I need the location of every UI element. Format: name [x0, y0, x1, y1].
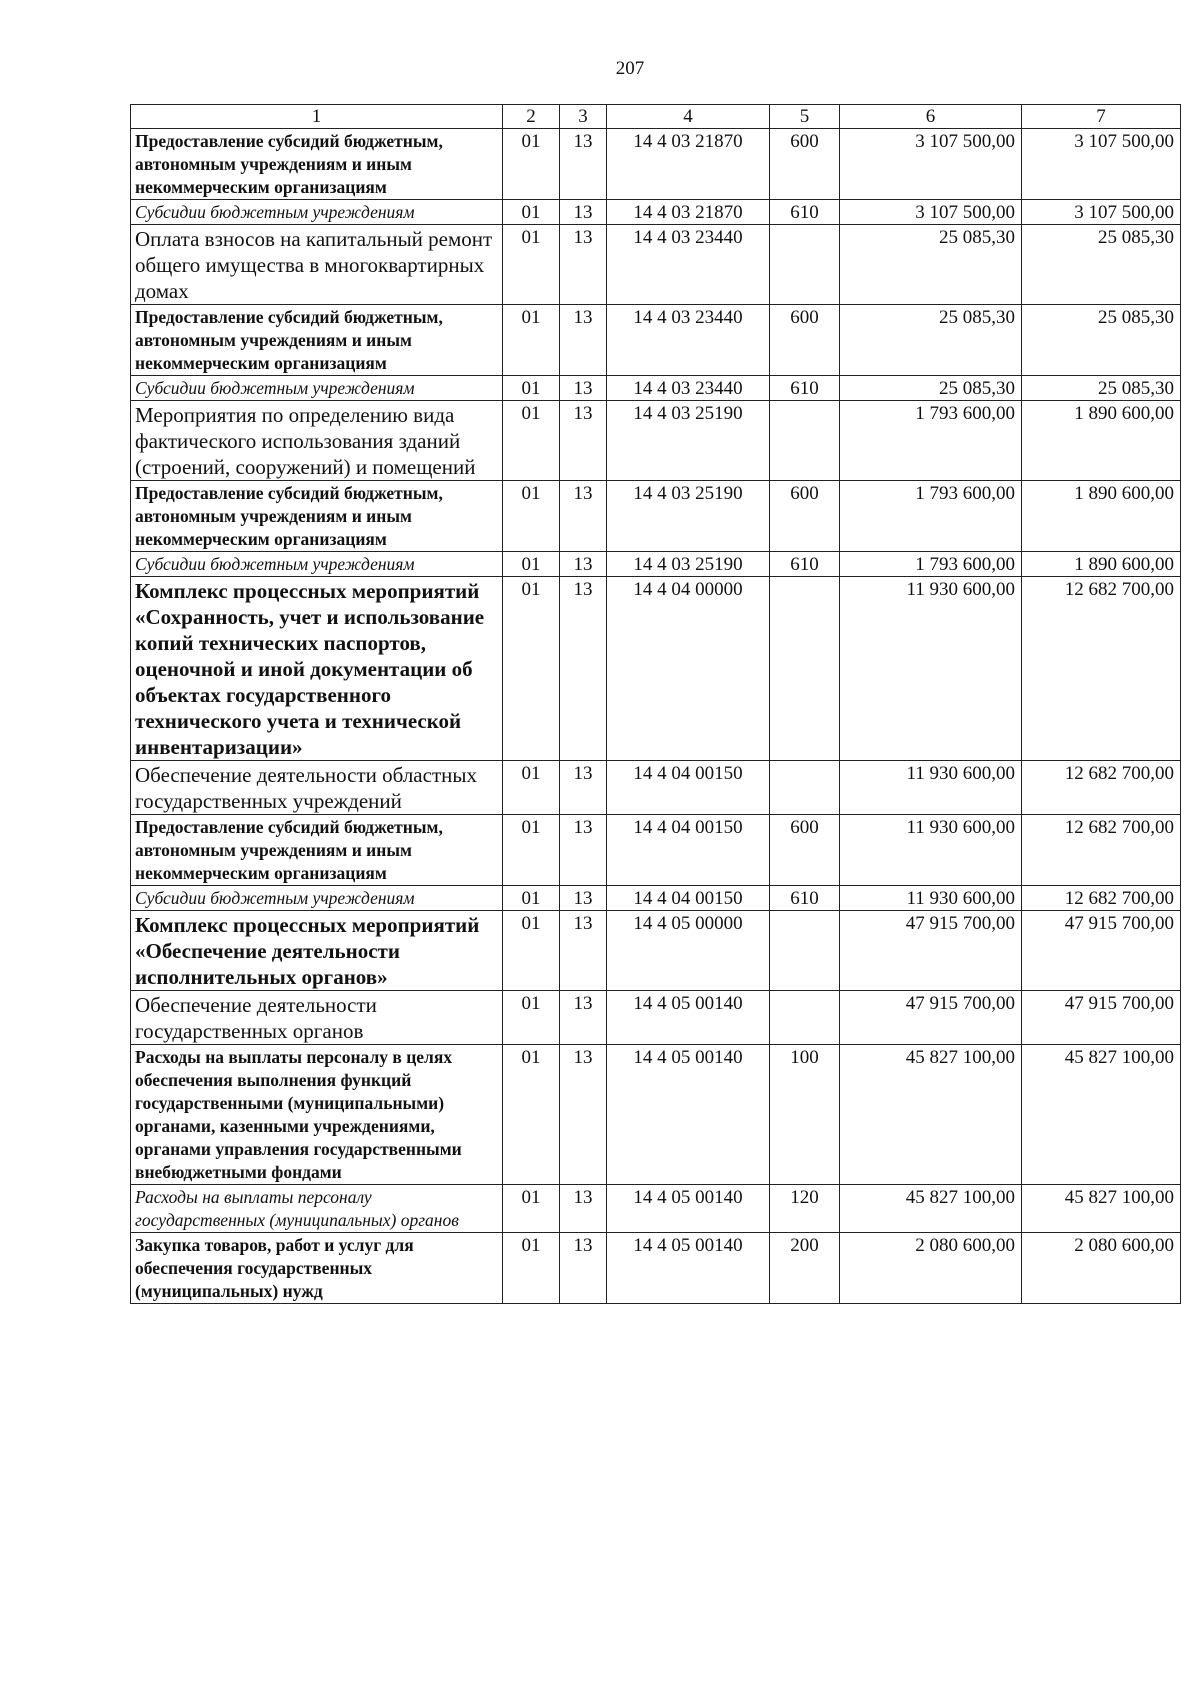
expense-type-cell [770, 911, 840, 991]
subsection-code-cell: 13 [560, 401, 607, 481]
item-name-cell: Предоставление субсидий бюджетным, автономным учреждениям и иным некоммерческим организациям [131, 305, 503, 376]
target-article-cell: 14 4 05 00140 [607, 1045, 770, 1185]
expense-type-cell: 610 [770, 200, 840, 225]
amount-year-1-cell: 45 827 100,00 [840, 1185, 1022, 1233]
amount-year-2-cell: 2 080 600,00 [1022, 1233, 1181, 1304]
expense-type-cell: 600 [770, 815, 840, 886]
item-name-cell: Обеспечение деятельности государственных органов [131, 991, 503, 1045]
section-code-cell: 01 [503, 815, 560, 886]
section-code-cell: 01 [503, 401, 560, 481]
amount-year-1-cell: 3 107 500,00 [840, 200, 1022, 225]
expense-type-cell: 610 [770, 886, 840, 911]
amount-year-2-cell: 25 085,30 [1022, 225, 1181, 305]
expense-type-cell [770, 577, 840, 761]
amount-year-2-cell: 3 107 500,00 [1022, 129, 1181, 200]
target-article-cell: 14 4 03 21870 [607, 200, 770, 225]
subsection-code-cell: 13 [560, 911, 607, 991]
subsection-code-cell: 13 [560, 225, 607, 305]
table-row [131, 761, 1181, 815]
target-article-cell: 14 4 03 21870 [607, 129, 770, 200]
section-code-cell: 01 [503, 886, 560, 911]
amount-year-2-cell: 1 890 600,00 [1022, 552, 1181, 577]
table-row [131, 1045, 1181, 1185]
section-code-cell: 01 [503, 1045, 560, 1185]
target-article-cell: 14 4 05 00140 [607, 1233, 770, 1304]
expense-type-cell: 600 [770, 305, 840, 376]
section-code-cell: 01 [503, 577, 560, 761]
amount-year-1-cell: 45 827 100,00 [840, 1045, 1022, 1185]
expense-type-cell: 600 [770, 129, 840, 200]
subsection-code-cell: 13 [560, 1233, 607, 1304]
item-name-cell: Субсидии бюджетным учреждениям [131, 552, 503, 577]
amount-year-1-cell: 1 793 600,00 [840, 401, 1022, 481]
section-code-cell: 01 [503, 911, 560, 991]
target-article-cell: 14 4 03 25190 [607, 552, 770, 577]
table-row [131, 815, 1181, 886]
target-article-cell: 14 4 03 23440 [607, 225, 770, 305]
target-article-cell: 14 4 03 23440 [607, 305, 770, 376]
section-code-cell: 01 [503, 761, 560, 815]
table-row [131, 305, 1181, 376]
amount-year-1-cell: 25 085,30 [840, 376, 1022, 401]
target-article-cell: 14 4 05 00140 [607, 1185, 770, 1233]
subsection-code-cell: 13 [560, 552, 607, 577]
amount-year-1-cell: 1 793 600,00 [840, 552, 1022, 577]
table-row [131, 1233, 1181, 1304]
item-name-cell: Обеспечение деятельности областных государственных учреждений [131, 761, 503, 815]
item-name-cell: Расходы на выплаты персоналу в целях обеспечения выполнения функций государственными (муниципальными) органами, казенными учреждениями, органами управления государственными внебюджетными фондами [131, 1045, 503, 1185]
table-row [131, 552, 1181, 577]
section-code-cell: 01 [503, 305, 560, 376]
amount-year-2-cell: 1 890 600,00 [1022, 481, 1181, 552]
table-row [131, 911, 1181, 991]
expense-type-cell: 600 [770, 481, 840, 552]
subsection-code-cell: 13 [560, 129, 607, 200]
item-name-cell: Субсидии бюджетным учреждениям [131, 200, 503, 225]
expense-type-cell: 200 [770, 1233, 840, 1304]
subsection-code-cell: 13 [560, 481, 607, 552]
item-name-cell: Комплекс процессных мероприятий «Сохранность, учет и использование копий технических паспортов, оценочной и иной документации об объектах государственного технического учета и технической инвентаризации» [131, 577, 503, 761]
expense-type-cell: 610 [770, 376, 840, 401]
item-name-cell: Расходы на выплаты персоналу государственных (муниципальных) органов [131, 1185, 503, 1233]
target-article-cell: 14 4 05 00140 [607, 991, 770, 1045]
section-code-cell: 01 [503, 200, 560, 225]
table-row [131, 376, 1181, 401]
expense-type-cell [770, 401, 840, 481]
amount-year-1-cell: 47 915 700,00 [840, 991, 1022, 1045]
subsection-code-cell: 13 [560, 376, 607, 401]
target-article-cell: 14 4 03 25190 [607, 481, 770, 552]
column-header: 3 [560, 105, 607, 129]
subsection-code-cell: 13 [560, 761, 607, 815]
amount-year-2-cell: 12 682 700,00 [1022, 886, 1181, 911]
column-header: 2 [503, 105, 560, 129]
expense-type-cell [770, 225, 840, 305]
amount-year-1-cell: 11 930 600,00 [840, 886, 1022, 911]
table-row [131, 577, 1181, 761]
page-number: 207 [615, 58, 645, 79]
target-article-cell: 14 4 04 00000 [607, 577, 770, 761]
item-name-cell: Субсидии бюджетным учреждениям [131, 376, 503, 401]
expense-type-cell: 610 [770, 552, 840, 577]
table-body [131, 129, 1181, 1304]
amount-year-2-cell: 3 107 500,00 [1022, 200, 1181, 225]
subsection-code-cell: 13 [560, 991, 607, 1045]
item-name-cell: Комплекс процессных мероприятий «Обеспечение деятельности исполнительных органов» [131, 911, 503, 991]
item-name-cell: Мероприятия по определению вида фактического использования зданий (строений, сооружений) и помещений [131, 401, 503, 481]
amount-year-2-cell: 45 827 100,00 [1022, 1045, 1181, 1185]
amount-year-2-cell: 1 890 600,00 [1022, 401, 1181, 481]
amount-year-1-cell: 11 930 600,00 [840, 761, 1022, 815]
section-code-cell: 01 [503, 552, 560, 577]
target-article-cell: 14 4 04 00150 [607, 815, 770, 886]
amount-year-2-cell: 47 915 700,00 [1022, 911, 1181, 991]
column-header: 5 [770, 105, 840, 129]
target-article-cell: 14 4 03 25190 [607, 401, 770, 481]
table-row [131, 1185, 1181, 1233]
subsection-code-cell: 13 [560, 577, 607, 761]
table-header-row [131, 105, 1181, 129]
amount-year-2-cell: 25 085,30 [1022, 305, 1181, 376]
section-code-cell: 01 [503, 225, 560, 305]
column-header: 7 [1022, 105, 1181, 129]
table-row [131, 129, 1181, 200]
amount-year-2-cell: 47 915 700,00 [1022, 991, 1181, 1045]
table-row [131, 886, 1181, 911]
budget-table [130, 104, 1181, 1304]
item-name-cell: Предоставление субсидий бюджетным, автономным учреждениям и иным некоммерческим организациям [131, 481, 503, 552]
subsection-code-cell: 13 [560, 200, 607, 225]
amount-year-1-cell: 3 107 500,00 [840, 129, 1022, 200]
table-row [131, 200, 1181, 225]
target-article-cell: 14 4 05 00000 [607, 911, 770, 991]
subsection-code-cell: 13 [560, 305, 607, 376]
amount-year-1-cell: 2 080 600,00 [840, 1233, 1022, 1304]
amount-year-2-cell: 12 682 700,00 [1022, 815, 1181, 886]
section-code-cell: 01 [503, 991, 560, 1045]
table-row [131, 991, 1181, 1045]
amount-year-1-cell: 11 930 600,00 [840, 815, 1022, 886]
amount-year-1-cell: 47 915 700,00 [840, 911, 1022, 991]
item-name-cell: Предоставление субсидий бюджетным, автономным учреждениям и иным некоммерческим организациям [131, 815, 503, 886]
section-code-cell: 01 [503, 1185, 560, 1233]
column-header: 1 [131, 105, 503, 129]
target-article-cell: 14 4 04 00150 [607, 761, 770, 815]
amount-year-1-cell: 25 085,30 [840, 305, 1022, 376]
amount-year-2-cell: 12 682 700,00 [1022, 761, 1181, 815]
item-name-cell: Предоставление субсидий бюджетным, автономным учреждениям и иным некоммерческим организациям [131, 129, 503, 200]
subsection-code-cell: 13 [560, 1185, 607, 1233]
column-header: 4 [607, 105, 770, 129]
item-name-cell: Оплата взносов на капитальный ремонт общего имущества в многоквартирных домах [131, 225, 503, 305]
section-code-cell: 01 [503, 1233, 560, 1304]
section-code-cell: 01 [503, 481, 560, 552]
expense-type-cell [770, 761, 840, 815]
amount-year-2-cell: 25 085,30 [1022, 376, 1181, 401]
subsection-code-cell: 13 [560, 886, 607, 911]
item-name-cell: Закупка товаров, работ и услуг для обеспечения государственных (муниципальных) нужд [131, 1233, 503, 1304]
section-code-cell: 01 [503, 129, 560, 200]
expense-type-cell: 100 [770, 1045, 840, 1185]
target-article-cell: 14 4 04 00150 [607, 886, 770, 911]
column-header: 6 [840, 105, 1022, 129]
table-row [131, 225, 1181, 305]
item-name-cell: Субсидии бюджетным учреждениям [131, 886, 503, 911]
amount-year-1-cell: 25 085,30 [840, 225, 1022, 305]
table-row [131, 401, 1181, 481]
expense-type-cell [770, 991, 840, 1045]
amount-year-1-cell: 1 793 600,00 [840, 481, 1022, 552]
expense-type-cell: 120 [770, 1185, 840, 1233]
target-article-cell: 14 4 03 23440 [607, 376, 770, 401]
subsection-code-cell: 13 [560, 1045, 607, 1185]
subsection-code-cell: 13 [560, 815, 607, 886]
amount-year-2-cell: 12 682 700,00 [1022, 577, 1181, 761]
section-code-cell: 01 [503, 376, 560, 401]
amount-year-1-cell: 11 930 600,00 [840, 577, 1022, 761]
amount-year-2-cell: 45 827 100,00 [1022, 1185, 1181, 1233]
table-row [131, 481, 1181, 552]
